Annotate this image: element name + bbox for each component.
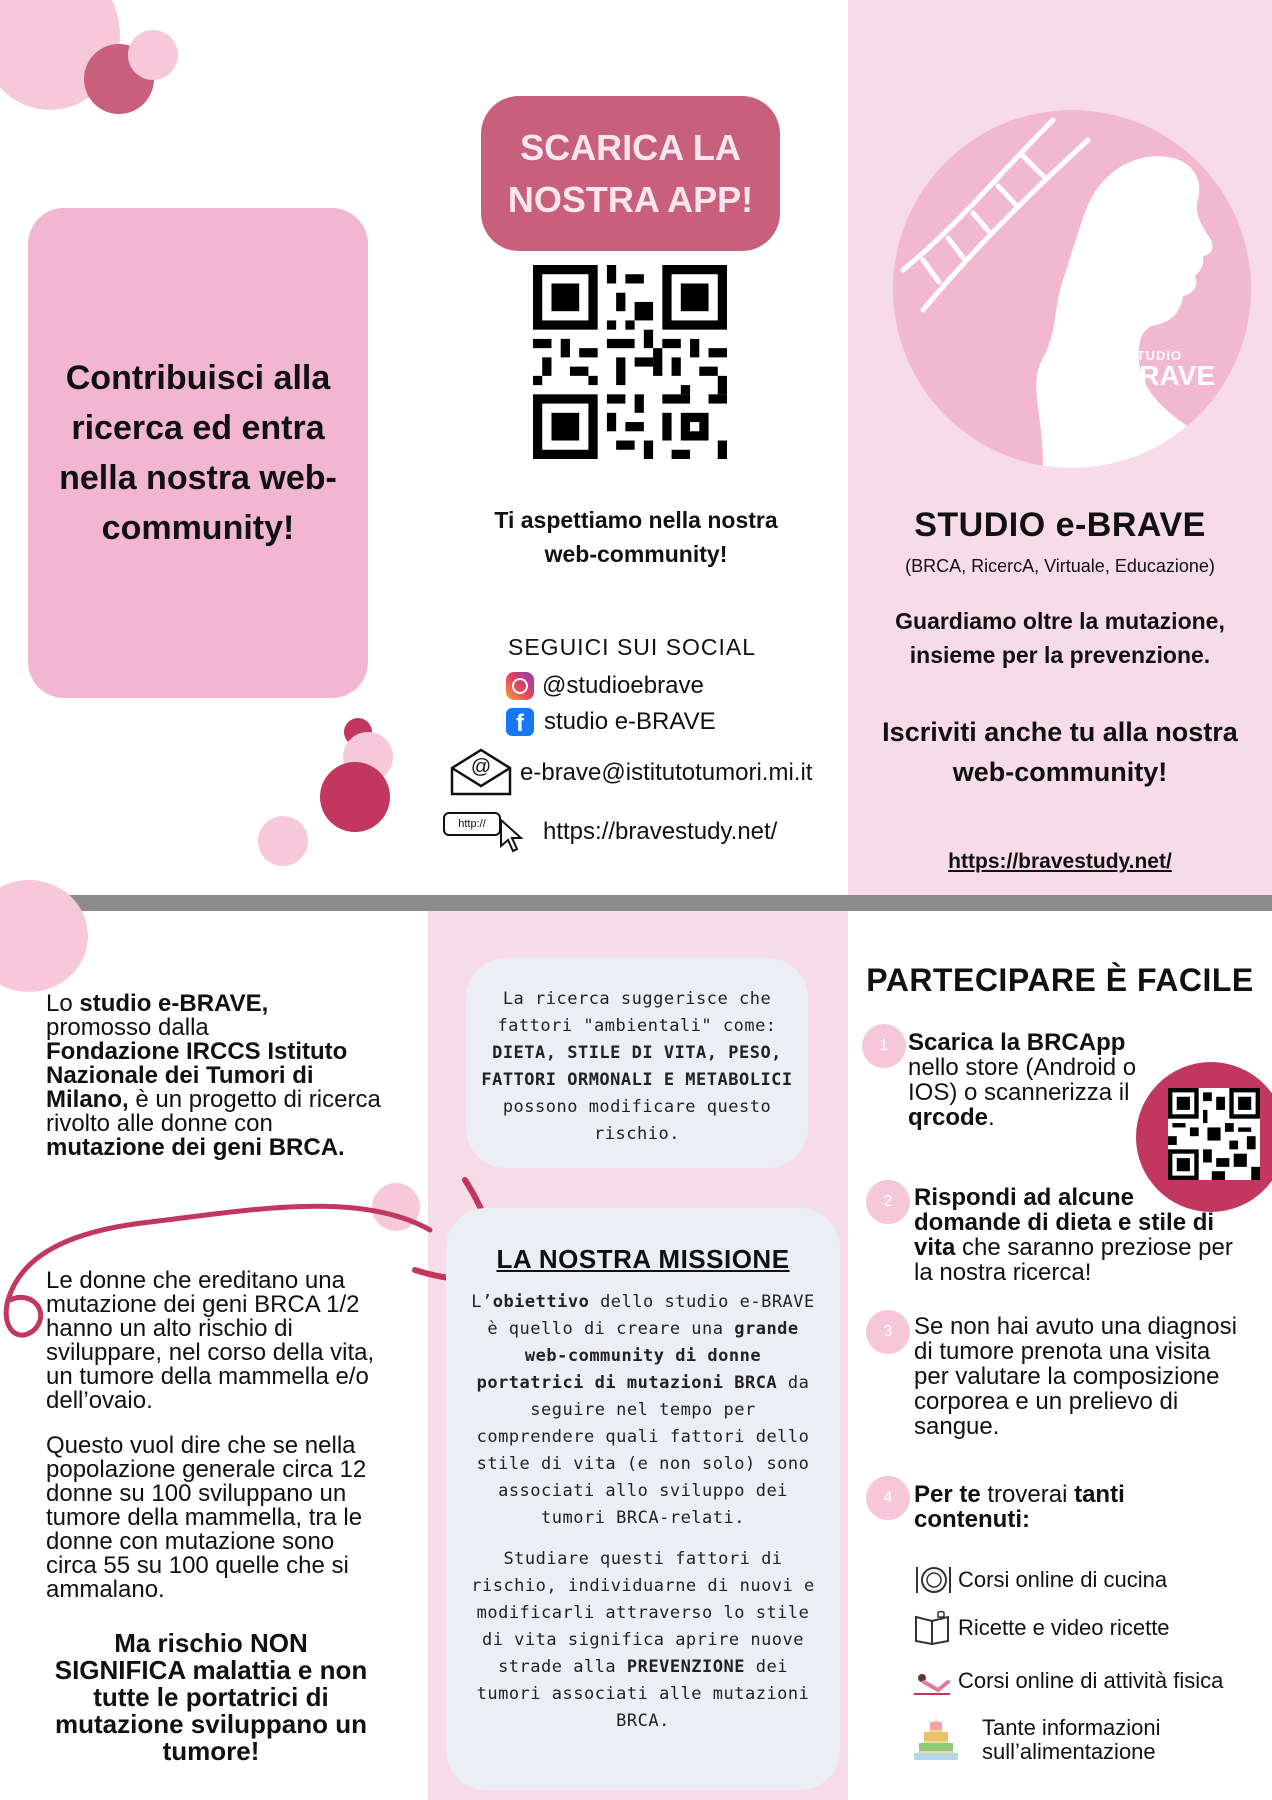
small-qr-code-icon[interactable] bbox=[1168, 1088, 1260, 1180]
study-acronym: (BRCA, RicercA, Virtuale, Educazione) bbox=[905, 556, 1215, 576]
content-cooking[interactable] bbox=[912, 1563, 1167, 1597]
intro-study-name: studio e-BRAVE, bbox=[79, 990, 269, 1017]
step-2-bold: Rispondi ad alcune domande di dieta e stile di vita bbox=[914, 1184, 1215, 1261]
mission-text-part: L’ bbox=[471, 1292, 493, 1312]
logo-text bbox=[1094, 348, 1215, 389]
step-1-qrcode: qrcode bbox=[908, 1104, 989, 1131]
svg-text:@: @ bbox=[470, 756, 492, 778]
brave-logo bbox=[893, 110, 1251, 468]
contribute-text: Contribuisci alla ricerca ed entra nella nostra web-community! bbox=[59, 359, 337, 547]
mission-bubble bbox=[446, 1208, 840, 1790]
signup-line-1: Iscriviti anche tu alla nostra bbox=[882, 717, 1238, 747]
content-label: Tante informazioni sull’alimentazione bbox=[982, 1715, 1161, 1764]
signup-cta bbox=[848, 712, 1272, 792]
facebook-icon: f bbox=[506, 708, 534, 736]
intro-text: promosso dalla bbox=[46, 1014, 209, 1041]
mission-objective: obiettivo bbox=[492, 1292, 590, 1312]
instagram-icon bbox=[506, 672, 534, 700]
content-nutrition[interactable] bbox=[910, 1716, 1182, 1764]
intro-brca: mutazione dei geni BRCA. bbox=[46, 1134, 345, 1161]
instagram-link[interactable] bbox=[506, 672, 704, 700]
mission-text-part: da seguire nel tempo per comprendere quali fattori dello stile di vita (e non solo) sono associati allo sviluppo dei tumori BRCA-relati. bbox=[476, 1373, 810, 1528]
study-slogan bbox=[848, 604, 1272, 672]
step-number-2: 2 bbox=[866, 1180, 910, 1224]
step-number-1: 1 bbox=[862, 1024, 906, 1068]
mission-text-2 bbox=[468, 1546, 818, 1735]
research-bubble bbox=[466, 958, 808, 1168]
deco-circle bbox=[258, 816, 308, 866]
step-number-4: 4 bbox=[866, 1476, 910, 1520]
step-2-text bbox=[914, 1185, 1234, 1285]
intro-text: è un progetto di ricerca rivolto alle donne con bbox=[46, 1086, 381, 1137]
risk-statement: Ma rischio NON SIGNIFICA malattia e non tutte le portatrici di mutazione sviluppano un tumore! bbox=[54, 1628, 368, 1766]
study-website-link[interactable]: https://bravestudy.net/ bbox=[948, 850, 1172, 873]
step-number-3: 3 bbox=[866, 1310, 910, 1354]
inheritance-paragraph: Le donne che ereditano una mutazione dei geni BRCA 1/2 hanno un alto rischio di sviluppare, nel corso della vita, un tumore della mammella e/o dell’ovaio. bbox=[46, 1267, 375, 1414]
step-4-text bbox=[914, 1482, 1234, 1532]
intro-paragraph bbox=[46, 992, 386, 1160]
statistics-paragraph: Questo vuol dire che se nella popolazione generale circa 12 donne su 100 sviluppano un tumore della mammella, tra le donne con mutazione sono circa 55 su 100 quelle che si ammalano. bbox=[46, 1432, 367, 1603]
content-label: Corsi online di attività fisica bbox=[958, 1668, 1224, 1693]
intro-text: Lo bbox=[46, 990, 80, 1017]
mission-text bbox=[468, 1289, 818, 1532]
download-app-button[interactable] bbox=[481, 96, 780, 251]
plate-cutlery-icon bbox=[912, 1563, 952, 1597]
content-label: Ricette e video ricette bbox=[958, 1615, 1170, 1640]
intro-institute: Fondazione IRCCS Istituto Nazionale dei Tumori di Milano, bbox=[46, 1038, 348, 1113]
step-1-text bbox=[908, 1030, 1168, 1130]
content-label: Corsi online di cucina bbox=[958, 1567, 1168, 1592]
step-3-text: Se non hai avuto una diagnosi di tumore prenota una visita per valutare la composizione corporea e un prelievo di sangue. bbox=[914, 1313, 1237, 1440]
web-icon-label: http:// bbox=[443, 812, 501, 836]
website-url: https://bravestudy.net/ bbox=[543, 818, 778, 845]
page-divider bbox=[0, 895, 1272, 911]
deco-circle bbox=[320, 762, 390, 832]
welcome-line-1: Ti aspettiamo nella nostra bbox=[494, 507, 778, 533]
instagram-handle: @studioebrave bbox=[542, 672, 704, 699]
research-text-part: possono modificare questo rischio. bbox=[502, 1097, 772, 1144]
research-factors: DIETA, STILE DI VITA, PESO, FATTORI ORMONALI E METABOLICI bbox=[481, 1043, 793, 1090]
mission-text-part: dello studio e-BRAVE è quello di creare una bbox=[487, 1292, 815, 1339]
step-2-part: che saranno preziose per la nostra ricerca! bbox=[914, 1234, 1233, 1286]
web-cursor-icon bbox=[443, 810, 523, 854]
slogan-line-1: Guardiamo oltre la mutazione, bbox=[895, 608, 1225, 634]
logo-small-text: STUDIO bbox=[1127, 348, 1183, 363]
facebook-name: studio e-BRAVE bbox=[544, 708, 716, 735]
email-link[interactable] bbox=[448, 748, 812, 798]
step-4-part: troverai bbox=[980, 1481, 1075, 1508]
participate-title: PARTECIPARE È FACILE bbox=[866, 962, 1254, 998]
step-1-part: . bbox=[988, 1104, 995, 1131]
download-app-label: SCARICA LA NOSTRA APP! bbox=[507, 126, 754, 220]
mission-community: grande web-community di donne portatrici di mutazioni BRCA bbox=[476, 1319, 799, 1393]
website-link[interactable] bbox=[443, 810, 777, 854]
mission-title: LA NOSTRA MISSIONE bbox=[496, 1244, 790, 1274]
step-1-app: Scarica la BRCApp bbox=[908, 1029, 1126, 1056]
step-4-bold: Per te bbox=[914, 1481, 981, 1508]
step-1-part: nello store (Android o IOS) o scannerizza il bbox=[908, 1054, 1137, 1106]
slogan-line-2: insieme per la prevenzione. bbox=[909, 642, 1211, 668]
qr-code-icon[interactable] bbox=[533, 265, 727, 459]
content-fitness[interactable] bbox=[912, 1664, 1223, 1698]
welcome-line-2: web-community! bbox=[544, 541, 728, 567]
research-text-part: La ricerca suggerisce che fattori "ambientali" come: bbox=[497, 989, 777, 1036]
mission-prevention: PREVENZIONE bbox=[626, 1657, 745, 1677]
food-pyramid-icon bbox=[910, 1716, 962, 1764]
exercise-icon bbox=[912, 1664, 952, 1698]
study-title: STUDIO e-BRAVE bbox=[914, 506, 1206, 544]
logo-big-text: e-BRAVE bbox=[1094, 360, 1215, 391]
mission-text-part: dei tumori associati alle mutazioni BRCA. bbox=[476, 1657, 810, 1731]
envelope-icon bbox=[448, 748, 514, 798]
contribute-card bbox=[28, 208, 368, 698]
step-4-bold: tanti contenuti: bbox=[914, 1481, 1125, 1533]
email-address: e-brave@istitutotumori.mi.it bbox=[520, 759, 813, 786]
social-title: SEGUICI SUI SOCIAL bbox=[508, 634, 757, 660]
mission-text-part: Studiare questi fattori di rischio, individuarne di nuovi e modificarli attraverso lo stile di vita significa aprire nuove strade alla bbox=[471, 1549, 815, 1677]
deco-circle bbox=[128, 30, 178, 80]
content-recipes[interactable] bbox=[912, 1611, 1170, 1645]
facebook-link[interactable] bbox=[506, 708, 716, 736]
research-text bbox=[480, 986, 794, 1148]
signup-line-2: web-community! bbox=[952, 757, 1168, 787]
welcome-text bbox=[440, 503, 832, 571]
woman-dna-silhouette bbox=[893, 110, 1251, 468]
recipe-book-icon bbox=[912, 1611, 952, 1645]
